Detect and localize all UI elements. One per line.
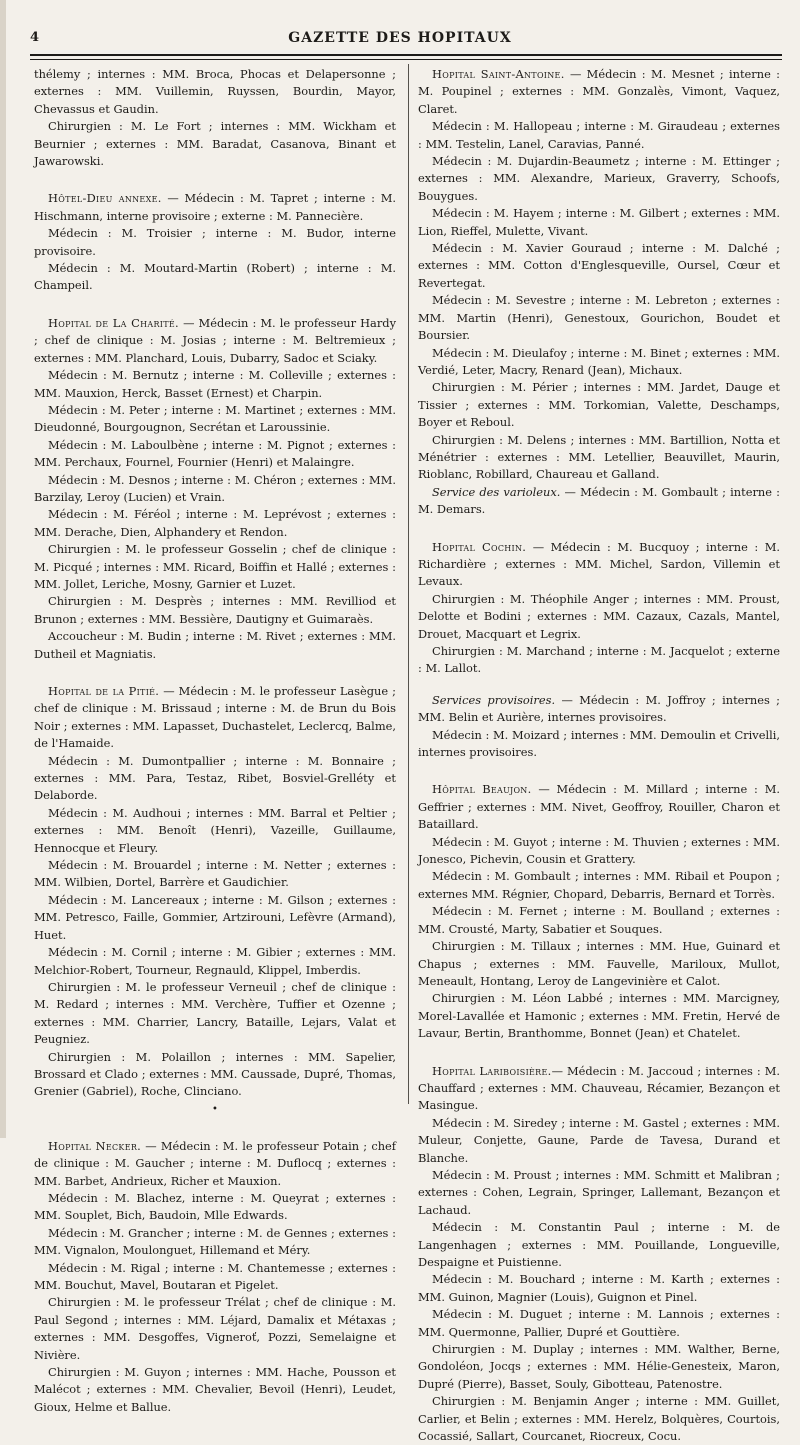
service-paragraph: Médecin : M. Audhoui ; internes : MM. Barral et Peltier ; externes : MM. Benoît (Henri), Vazeille, Guillaume, Hennocque et Fleury. [34,805,396,855]
hospital-section [418,66,780,519]
section-gap [418,1043,780,1063]
service-paragraph: Chirurgien : M. Le Fort ; internes : MM. Wickham et Beurnier ; externes : MM. Baradat, Casanova, Binant et Jawarowski. [34,119,396,169]
service-paragraph: Médecin : M. Duguet ; interne : M. Lannois ; externes : MM. Quermonne, Pallier, Dupré et Gouttière. [418,1307,780,1339]
hospital-name: Hopital Cochin. [432,539,527,554]
hospital-name: Hopital Lariboisière. [432,1063,552,1078]
hospital-name: Hopital de La Charité. [48,315,179,330]
service-title: Service des varioleux. [432,484,561,499]
journal-title: GAZETTE DES HOPITAUX [288,30,512,46]
service-paragraph: Médecin : M. Féréol ; interne : M. Leprévost ; externes : MM. Derache, Dien, Alphandery et Rendon. [34,507,396,539]
service-paragraph: Médecin : M. Laboulbène ; interne : M. Pignot ; externes : MM. Perchaux, Fournel, Fournier (Henri) et Malaingre. [34,437,396,470]
service-paragraph: Accoucheur : M. Budin ; interne : M. Rivet ; externes : MM. Dutheil et Magniatis. [34,629,396,661]
hospital-name: Hôpital Beaujon. [432,782,532,797]
service-paragraph: Médecin : M. Rigal ; interne : M. Chantemesse ; externes : MM. Bouchut, Mavel, Boutaran et Pigelet. [34,1260,396,1292]
section-gap [418,761,780,781]
service-paragraph [34,190,396,225]
service-paragraph: Médecin : M. Troisier ; interne : M. Budor, interne provisoire. [34,226,396,258]
paragraph-text: — Médecin : M. Bucquoy ; interne : M. Richardière ; externes : MM. Michel, Sardon, Villemin et Levaux. [418,539,780,589]
service-paragraph: Médecin : M. Proust ; internes : MM. Schmitt et Malibran ; externes : Cohen, Legrain, Springer, Lallemant, Bezançon et Lachaud. [418,1167,780,1217]
hospital-name: Hopital Necker. [48,1138,142,1153]
service-paragraph: Médecin : M. Moutard-Martin (Robert) ; interne : M. Champeil. [34,261,396,293]
paragraph-text: — Médecin : M. le professeur Potain ; chef de clinique : M. Gaucher ; interne : M. Duflocq ; externes : MM. Barbet, Andrieux, Richer et Mauxion. [34,1138,396,1188]
service-paragraph: Médecin : M. Hallopeau ; interne : M. Giraudeau ; externes : MM. Testelin, Lanel, Caravias, Panné. [418,119,780,151]
paragraph-text: — Médecin : M. Millard ; interne : M. Geffrier ; externes : MM. Nivet, Geoffroy, Rouiller, Charon et Bataillard. [418,782,780,832]
service-paragraph: Médecin : M. Guyot ; interne : M. Thuvien ; externes : MM. Jonesco, Pichevin, Cousin et Grattery. [418,834,780,867]
paragraph-text: — Médecin : M. Joffroy ; internes ; MM. Belin et Aurière, internes provisoires. [418,692,781,725]
section-gap [34,295,396,315]
paragraph-text: — Médecin : M. Gombault ; interne : M. Demars. [418,484,780,517]
ornament-mark: • [212,1103,218,1115]
paragraph-text: — Médecin : M. Mesnet ; interne : M. Poupinel ; externes : MM. Gonzalès, Vimont, Vaquez, Claret. [418,67,780,116]
service-paragraph: Médecin : M. Siredey ; interne : M. Gastel ; externes : MM. Muleur, Conjette, Gaune, Parde de Tavesa, Durand et Blanche. [418,1115,780,1165]
hospital-section [418,781,780,1042]
service-paragraph: Médecin : M. Desnos ; interne : M. Chéron ; externes : MM. Barzilay, Leroy (Lucien) et Vrain. [34,472,396,504]
header-rule-thin [30,59,782,60]
hospital-section [418,1063,780,1445]
service-paragraph [418,781,780,833]
paragraph-text: — Médecin : M. le professeur Lasègue ; chef de clinique : M. Brissaud ; interne : M. de Brun du Bois Noir ; externes : MM. Lapasset, Duchastelet, Leclercq, Balme, de l'Hamaide. [34,684,396,751]
service-paragraph: Médecin : M. Xavier Gouraud ; interne : M. Dalché ; externes : MM. Cotton d'Englesqueville, Oursel, Cœur et Revertegat. [418,241,780,290]
service-paragraph: Chirurgien : M. Delens ; internes : MM. Bartillion, Notta et Ménétrier : externes : MM. Letellier, Beauvillet, Maurin, Rioblanc, Robillard, Chaureau et Galland. [418,432,780,482]
service-paragraph: Médecin : M. Bouchard ; interne : M. Karth ; externes : MM. Guinon, Magnier (Louis), Guignon et Pinel. [418,1272,780,1304]
hospital-section [34,66,396,170]
service-paragraph: Chirurgien : M. Tillaux ; internes : MM. Hue, Guinard et Chapus ; externes : MM. Fauvelle, Mariloux, Mullot, Meneault, Hontang, Leroy de Langevinière et Calot. [418,939,780,988]
service-paragraph [418,692,780,727]
hospital-name: Hopital de la Pitié. [48,684,160,698]
service-paragraph: Chirurgien : M. Théophile Anger ; internes : MM. Proust, Delotte et Bodini ; externes : MM. Cazaux, Cazals, Mantel, Drouet, Macquart et Legrix. [418,591,780,641]
service-paragraph: Chirurgien : M. Périer ; internes : MM. Jardet, Dauge et Tissier ; externes : MM. Torkomian, Valette, Deschamps, Boyer et Reboul. [418,380,780,430]
hospital-section [34,683,396,1101]
left-column [34,66,396,1416]
service-paragraph: Médecin : M. Sevestre ; interne : M. Lebreton ; externes : MM. Martin (Henri), Genestoux, Gourichon, Boudet et Boursier. [418,293,780,343]
service-paragraph: Chirurgien : M. Léon Labbé ; internes : MM. Marcigney, Morel-Lavallée et Hamonic ; externes : MM. Fretin, Hervé de Lavaur, Bertin, Branthomme, Bonnet (Jean) et Chatelet. [418,991,780,1041]
service-paragraph [418,1063,780,1115]
service-paragraph: thélemy ; internes : MM. Broca, Phocas et Delapersonne ; externes : MM. Vuillemin, Ruyssen, Bourdin, Mayor, Chevassus et Gaudin. [34,67,396,116]
service-paragraph: Médecin : M. Bernutz ; interne : M. Colleville ; externes : MM. Mauxion, Herck, Basset (Ernest) et Charpin. [34,368,396,400]
service-paragraph: Médecin : M. Constantin Paul ; interne : M. de Langenhagen ; externes : MM. Pouillande, Longueville, Despaigne et Puistienne. [418,1220,780,1269]
paragraph-text: — Médecin : M. Tapret ; interne : M. Hischmann, interne provisoire ; externe : M. Pannecière. [34,191,396,223]
service-paragraph: Médecin : M. Peter ; interne : M. Martinet ; externes : MM. Dieudonné, Bourgougnon, Secrétan et Laroussinie. [34,402,396,435]
service-paragraph: Médecin : M. Blachez, interne : M. Queyrat ; externes : MM. Souplet, Bich, Baudoin, Mlle Edwards. [34,1190,396,1223]
service-paragraph [34,683,396,753]
paragraph-text: — Médecin : M. le professeur Hardy ; chef de clinique : M. Josias ; interne : M. Beltremieux ; externes : MM. Planchard, Louis, Dubarry, Sadoc et Sciaky. [34,315,397,365]
service-paragraph: Médecin : M. Hayem ; interne : M. Gilbert ; externes : MM. Lion, Rieffel, Mulette, Vivant. [418,206,780,238]
service-paragraph [34,1138,396,1190]
service-paragraph: Médecin : M. Dujardin-Beaumetz ; interne : M. Ettinger ; externes : MM. Alexandre, Marieux, Graverry, Schoofs, Bouygues. [418,154,780,203]
section-gap [418,519,780,539]
service-paragraph: Médecin : M. Lancereaux ; interne : M. Gilson ; externes : MM. Petresco, Faille, Gommier, Artzirouni, Lefèvre (Armand), Huet. [34,892,396,942]
service-paragraph: Chirurgien : M. Benjamin Anger ; interne : MM. Guillet, Carlier, et Belin ; externes : MM. Herelz, Bolquères, Courtois, Cocassié, Sallart, Courcanet, Riocreux, Cocu. [418,1394,780,1444]
service-paragraph [418,484,780,519]
service-paragraph [418,539,780,591]
header-rule-thick [30,54,782,56]
page-header [0,30,800,56]
service-paragraph [34,315,396,367]
hospital-section [34,1138,396,1417]
hospital-section [34,315,396,663]
service-paragraph [418,66,780,118]
service-paragraph: Chirurgien : M. Polaillon ; internes : MM. Sapelier, Brossard et Clado ; externes : MM. Caussade, Dupré, Thomas, Grenier (Gabriel), Roche, Clinciano. [34,1049,396,1099]
hospital-name: Hôtel-Dieu annexe. [48,191,162,206]
service-paragraph: Chirurgien : M. le professeur Trélat ; chef de clinique : M. Paul Segond ; internes : MM. Léjard, Damalix et Métaxas ; externes : MM. Desgoffes, Vigneroť, Pozzi, Semelaigne et Nivière. [34,1295,396,1362]
service-paragraph: Médecin : M. Grancher ; interne : M. de Gennes ; externes : MM. Vignalon, Moulonguet, Hillemand et Méry. [34,1225,396,1258]
service-paragraph: Chirurgien : M. Marchand ; interne : M. Jacquelot ; externe : M. Lallot. [418,644,780,676]
hospital-name: Hopital Saint-Antoine. [432,67,565,81]
binding-edge [0,0,6,1138]
service-paragraph: Chirurgien : M. le professeur Verneuil ; chef de clinique : M. Redard ; internes : MM. Verchère, Tuffier et Ozenne ; externes : MM. Charrier, Lancry, Bataille, Lejars, Valat et Peugniez. [34,979,396,1047]
service-paragraph: Médecin : M. Dieulafoy ; interne : M. Binet ; externes : MM. Verdié, Leter, Macry, Renard (Jean), Michaux. [418,345,780,377]
service-paragraph: Médecin : M. Dumontpallier ; interne : M. Bonnaire ; externes : MM. Para, Testaz, Ribet, Bosviel-Grelléty et Delaborde. [34,753,396,803]
section-gap [34,663,396,683]
service-paragraph: Chirurgien : M. Guyon ; internes : MM. Hache, Pousson et Malécot ; externes : MM. Chevalier, Bevoil (Henri), Leudet, Gioux, Helme et Ballue. [34,1365,396,1414]
service-paragraph: Médecin : M. Cornil ; interne : M. Gibier ; externes : MM. Melchior-Robert, Tourneur, Regnauld, Klippel, Imberdis. [34,945,396,977]
service-paragraph: Médecin : M. Moizard ; internes : MM. Demoulin et Crivelli, internes provisoires. [418,727,780,760]
service-paragraph: Médecin : M. Fernet ; interne : M. Boulland ; externes : MM. Crousté, Marty, Sabatier et Souques. [418,904,780,936]
paragraph-text: — Médecin : M. Jaccoud ; internes : M. Chauffard ; externes : MM. Chauveau, Récamier, Bezançon et Masingue. [418,1063,781,1113]
section-gap [34,1118,396,1138]
hospital-section [34,190,396,294]
column-divider [408,64,409,1104]
service-title: Services provisoires. [432,692,556,707]
page-number: 4 [30,30,40,45]
service-paragraph: Chirurgien : M. Duplay ; internes : MM. Walther, Berne, Gondoléon, Jocqs ; externes : MM. Hélie-Genesteix, Maron, Dupré (Pierre), Basset, Souly, Gibotteau, Patenostre. [418,1342,780,1391]
service-paragraph: Médecin : M. Brouardel ; interne : M. Netter ; externes : MM. Wilbien, Dortel, Barrère et Gaudichier. [34,858,396,890]
right-column [418,66,780,1445]
section-gap [34,170,396,190]
service-paragraph: Médecin : M. Gombault ; internes : MM. Ribail et Poupon ; externes MM. Régnier, Chopard, Debarris, Bernard et Torrès. [418,869,780,901]
service-paragraph: Chirurgien : M. Desprès ; internes : MM. Revilliod et Brunon ; externes : MM. Bessière, Dautigny et Guimaraès. [34,594,396,626]
hospital-section [418,539,780,762]
service-paragraph: Chirurgien : M. le professeur Gosselin ; chef de clinique : M. Picqué ; internes : MM. Ricard, Boiffin et Hallé ; externes : MM. Jollet, Leriche, Mosny, Garnier et Luzet. [34,542,396,591]
